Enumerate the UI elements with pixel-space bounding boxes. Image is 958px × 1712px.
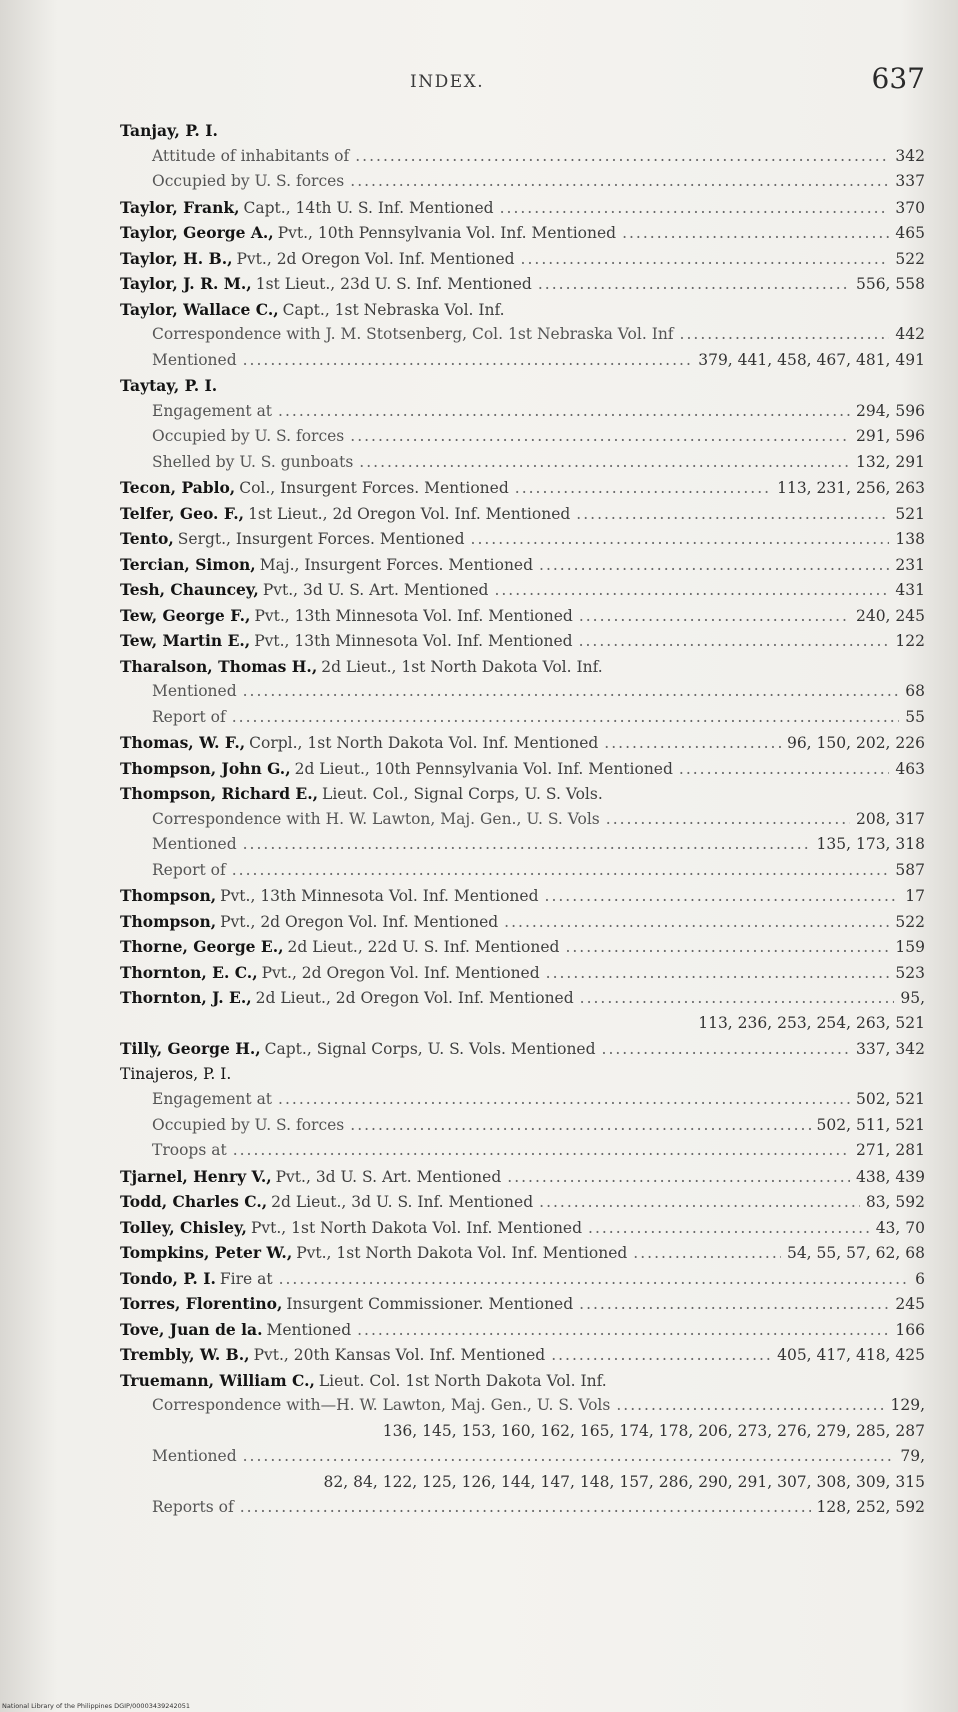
entry-name: Telfer, Geo. F.,	[120, 503, 245, 523]
leader-dots	[243, 679, 900, 705]
leader-dots	[350, 424, 850, 450]
entry-name: Thornton, J. E.,	[120, 988, 252, 1007]
leader-dots	[359, 450, 850, 476]
index-entry	[120, 628, 925, 654]
entry-description: 2d Lieut., 2d Oregon Vol. Inf. Mentioned	[255, 989, 574, 1007]
leader-dots	[551, 1343, 771, 1368]
entry-name: Taylor, Wallace C.,	[120, 299, 279, 319]
leader-dots	[546, 961, 890, 986]
running-title: INDEX.	[410, 72, 485, 92]
index-entry	[120, 603, 925, 629]
leader-dots	[350, 1113, 810, 1139]
index-entry	[120, 1266, 925, 1292]
index-entry	[120, 1317, 925, 1343]
index-continuation-line	[120, 1419, 925, 1445]
page-references: 128, 252, 592	[816, 1498, 925, 1516]
page-references: 379, 441, 458, 467, 481, 491	[698, 350, 925, 369]
page-references: 208, 317	[855, 809, 925, 828]
entry-name: Thompson, Richard E.,	[120, 784, 319, 803]
entry-description: Pvt., 3d U. S. Art. Mentioned	[275, 1167, 502, 1186]
page-references: 522	[895, 249, 925, 268]
entry-name: Tove, Juan de la.	[120, 1319, 263, 1339]
entry-name: Taylor, J. R. M.,	[120, 274, 252, 293]
entry-description: Maj., Insurgent Forces. Mentioned	[259, 555, 534, 574]
page-references: 463	[895, 759, 925, 778]
entry-name: Tilly, George H.,	[120, 1039, 261, 1058]
subentry-description: Engagement at	[152, 1090, 273, 1108]
page-references: 271, 281	[855, 1141, 925, 1159]
index-subentry	[120, 1138, 925, 1164]
page-references: 291, 596	[855, 427, 925, 445]
index-subentry	[120, 348, 925, 374]
page-references: 231	[895, 555, 925, 574]
subentry-description: Attitude of inhabitants of	[152, 146, 350, 165]
entry-name: Tento,	[120, 529, 174, 548]
index-entry	[120, 552, 925, 578]
leader-dots	[243, 832, 811, 858]
entry-description: 2d Lieut., 10th Pennsylvania Vol. Inf. Mentioned	[294, 759, 673, 778]
page-references: 370	[895, 198, 925, 217]
page-references: 502, 521	[855, 1090, 925, 1108]
subentry-description: Report of	[152, 707, 226, 726]
subentry-description: Correspondence with J. M. Stotsenberg, Col. 1st Nebraska Vol. Inf	[152, 325, 674, 343]
index-subentry	[120, 705, 925, 731]
entry-description: 2d Lieut., 1st North Dakota Vol. Inf.	[321, 657, 603, 676]
page-references: 522	[895, 912, 925, 931]
subentry-description: Reports of	[152, 1498, 234, 1516]
page-references: 240, 245	[855, 606, 925, 625]
subentry-description: Engagement at	[152, 401, 273, 420]
page-references: 337, 342	[855, 1040, 925, 1058]
entry-description: Corpl., 1st North Dakota Vol. Inf. Mentioned	[249, 734, 599, 752]
entry-name: Tesh, Chauncey,	[120, 580, 259, 599]
index-entry	[120, 297, 925, 323]
index-entry	[120, 781, 925, 807]
page-references: 465	[895, 224, 925, 242]
index-entry	[120, 730, 925, 756]
index-entry	[120, 577, 925, 603]
index-subentry	[120, 169, 925, 195]
page-references: 68	[905, 682, 925, 700]
entry-description: 1st Lieut., 2d Oregon Vol. Inf. Mentioned	[248, 504, 571, 523]
index-entry	[120, 1240, 925, 1266]
entry-description: 2d Lieut., 22d U. S. Inf. Mentioned	[287, 938, 560, 956]
page-references: 43, 70	[875, 1218, 925, 1237]
leader-dots	[633, 1241, 781, 1266]
entry-description: Pvt., 2d Oregon Vol. Inf. Mentioned	[220, 912, 499, 931]
entry-description: Col., Insurgent Forces. Mentioned	[239, 479, 509, 497]
page-references: 54, 55, 57, 62, 68	[786, 1244, 925, 1262]
index-entry	[120, 756, 925, 782]
leader-dots	[279, 1267, 910, 1292]
leader-dots	[580, 986, 895, 1011]
leader-dots	[278, 1087, 850, 1113]
index-entry	[120, 985, 925, 1011]
leader-dots	[504, 910, 889, 935]
leader-dots	[616, 1393, 884, 1419]
subentry-description: Correspondence with—H. W. Lawton, Maj. Gen., U. S. Vols	[152, 1396, 611, 1414]
leader-dots	[604, 731, 781, 756]
entry-name: Thomas, W. F.,	[120, 733, 246, 752]
entry-name: Tinajeros, P. I.	[120, 1064, 232, 1083]
index-subentry	[120, 424, 925, 450]
index-entry	[120, 475, 925, 501]
leader-dots	[355, 144, 889, 170]
index-entry	[120, 1189, 925, 1215]
entry-description: Pvt., 2d Oregon Vol. Inf. Mentioned	[261, 963, 540, 982]
entry-description: 2d Lieut., 3d U. S. Inf. Mentioned	[271, 1193, 534, 1211]
entry-name: Tompkins, Peter W.,	[120, 1243, 293, 1262]
entry-description: Pvt., 3d U. S. Art. Mentioned	[262, 581, 489, 599]
entry-description: Pvt., 1st North Dakota Vol. Inf. Mentioned	[296, 1244, 628, 1262]
page-references: 245	[895, 1295, 925, 1313]
index-entry	[120, 1062, 925, 1088]
subentry-description: Occupied by U. S. forces	[152, 427, 345, 445]
index-entry	[120, 501, 925, 527]
subentry-description: Mentioned	[152, 835, 237, 853]
index-entry	[120, 909, 925, 935]
leader-dots	[278, 399, 850, 425]
page-references: 82, 84, 122, 125, 126, 144, 147, 148, 157, 286, 290, 291, 307, 308, 309, 315	[323, 1472, 925, 1491]
entry-description: Pvt., 13th Minnesota Vol. Inf. Mentioned	[254, 606, 573, 625]
entry-name: Torres, Florentino,	[120, 1294, 283, 1313]
page-number: 637	[871, 62, 925, 95]
entry-name: Taytay, P. I.	[120, 376, 218, 395]
entry-name: Tanjay, P. I.	[120, 121, 218, 140]
entry-name: Thompson,	[120, 886, 217, 905]
page-references: 405, 417, 418, 425	[777, 1346, 925, 1364]
entry-name: Tecon, Pablo,	[120, 478, 236, 497]
page-references: 113, 236, 253, 254, 263, 521	[698, 1013, 925, 1032]
page-references: 502, 511, 521	[816, 1115, 925, 1134]
leader-dots	[579, 604, 850, 629]
entry-name: Tew, George F.,	[120, 605, 251, 625]
subentry-description: Occupied by U. S. forces	[152, 172, 345, 190]
page-references: 132, 291	[855, 452, 925, 471]
subentry-description: Report of	[152, 860, 226, 879]
entry-description: Pvt., 2d Oregon Vol. Inf. Mentioned	[236, 249, 515, 268]
entry-name: Truemann, William C.,	[120, 1370, 315, 1390]
index-subentry	[120, 144, 925, 170]
entry-name: Tjarnel, Henry V.,	[120, 1166, 272, 1186]
page-references: 521	[895, 504, 925, 523]
subentry-description: Troops at	[152, 1141, 227, 1159]
page-references: 342	[895, 146, 925, 165]
entry-description: Capt., Signal Corps, U. S. Vols. Mentioned	[264, 1040, 596, 1058]
page-references: 135, 173, 318	[816, 835, 925, 853]
entry-description: Insurgent Commissioner. Mentioned	[286, 1295, 574, 1313]
index-entry	[120, 1036, 925, 1062]
page-references: 159	[895, 938, 925, 956]
entry-name: Tew, Martin E.,	[120, 631, 251, 650]
page-references: 587	[895, 860, 925, 879]
page-references: 113, 231, 256, 263	[777, 479, 925, 497]
entry-name: Tolley, Chisley,	[120, 1217, 247, 1237]
leader-dots	[539, 553, 889, 578]
page-references: 17	[905, 887, 925, 905]
page-references: 431	[895, 581, 925, 599]
page-references: 138	[895, 530, 925, 548]
entry-description: Lieut. Col., Signal Corps, U. S. Vols.	[322, 785, 603, 803]
index-entry	[120, 526, 925, 552]
index-subentry	[120, 1087, 925, 1113]
entry-description: Lieut. Col. 1st North Dakota Vol. Inf.	[318, 1371, 607, 1390]
index-subentry	[120, 807, 925, 833]
page-references: 79,	[900, 1447, 925, 1465]
leader-dots	[679, 757, 890, 782]
leader-dots	[243, 348, 693, 374]
leader-dots	[579, 629, 890, 654]
entry-name: Tharalson, Thomas H.,	[120, 656, 318, 676]
page-references: 337	[895, 172, 925, 190]
entry-name: Thorne, George E.,	[120, 937, 284, 956]
leader-dots	[240, 1495, 811, 1521]
entry-description: Pvt., 13th Minnesota Vol. Inf. Mentioned	[254, 632, 573, 650]
leader-dots	[602, 1037, 850, 1062]
page-references: 442	[895, 325, 925, 343]
page-references: 294, 596	[855, 401, 925, 420]
entry-description: Pvt., 13th Minnesota Vol. Inf. Mentioned	[220, 887, 539, 905]
leader-dots	[494, 578, 889, 603]
index-subentry	[120, 858, 925, 884]
subentry-description: Mentioned	[152, 350, 237, 369]
index-continuation-line	[120, 1470, 925, 1496]
index-subentry	[120, 1495, 925, 1521]
leader-dots	[576, 502, 889, 527]
entry-description: Capt., 14th U. S. Inf. Mentioned	[243, 198, 494, 217]
leader-dots	[507, 1165, 850, 1190]
leader-dots	[243, 1444, 895, 1470]
entry-description: Pvt., 10th Pennsylvania Vol. Inf. Mentioned	[277, 224, 617, 242]
index-entry	[120, 373, 925, 399]
page-references: 166	[895, 1320, 925, 1339]
subentry-description: Mentioned	[152, 682, 237, 700]
leader-dots	[538, 272, 850, 297]
index-entry	[120, 1291, 925, 1317]
entry-name: Trembly, W. B.,	[120, 1345, 250, 1364]
subentry-description: Occupied by U. S. forces	[152, 1115, 345, 1134]
entry-name: Taylor, George A.,	[120, 223, 274, 242]
leader-dots	[606, 807, 850, 833]
leader-dots	[565, 935, 889, 960]
leader-dots	[579, 1292, 889, 1317]
page-references: 438, 439	[855, 1167, 925, 1186]
page-references: 83, 592	[865, 1193, 925, 1211]
index-entry	[120, 1164, 925, 1190]
index-entry	[120, 195, 925, 221]
entry-description: Sergt., Insurgent Forces. Mentioned	[177, 530, 465, 548]
entry-description: Pvt., 20th Kansas Vol. Inf. Mentioned	[253, 1346, 546, 1364]
index-subentry	[120, 399, 925, 425]
leader-dots	[545, 884, 900, 909]
leader-dots	[233, 1138, 850, 1164]
page-references: 129,	[890, 1396, 925, 1414]
index-entry	[120, 934, 925, 960]
entry-name: Todd, Charles C.,	[120, 1192, 268, 1211]
page-references: 556, 558	[855, 275, 925, 293]
index-subentry	[120, 450, 925, 476]
page-header	[120, 62, 925, 102]
entry-name: Tondo, P. I.	[120, 1268, 216, 1288]
leader-dots	[680, 322, 890, 348]
leader-dots	[515, 476, 771, 501]
page-references: 136, 145, 153, 160, 162, 165, 174, 178, 206, 273, 276, 279, 285, 287	[382, 1421, 925, 1440]
leader-dots	[471, 527, 890, 552]
entry-name: Thompson, John G.,	[120, 758, 291, 778]
page-references: 95,	[900, 989, 925, 1007]
leader-dots	[500, 196, 890, 221]
page-references: 96, 150, 202, 226	[786, 734, 925, 752]
leader-dots	[521, 247, 890, 272]
index-entry	[120, 1368, 925, 1394]
index-entry	[120, 118, 925, 144]
leader-dots	[588, 1216, 870, 1241]
leader-dots	[539, 1190, 860, 1215]
entry-name: Taylor, Frank,	[120, 197, 240, 217]
subentry-description: Correspondence with H. W. Lawton, Maj. Gen., U. S. Vols	[152, 809, 600, 828]
leader-dots	[232, 705, 900, 731]
subentry-description: Mentioned	[152, 1447, 237, 1465]
entry-name: Tercian, Simon,	[120, 554, 256, 574]
index-subentry	[120, 832, 925, 858]
index-entry	[120, 1342, 925, 1368]
entry-name: Taylor, H. B.,	[120, 248, 233, 268]
leader-dots	[357, 1318, 889, 1343]
entry-description: Fire at	[219, 1269, 273, 1288]
index-entry	[120, 1215, 925, 1241]
index-continuation-line	[120, 1011, 925, 1037]
index-entry	[120, 220, 925, 246]
index-subentry	[120, 1393, 925, 1419]
leader-dots	[622, 221, 889, 246]
page-references: 55	[905, 707, 925, 726]
index-entry	[120, 883, 925, 909]
scan-footer-note: National Library of the Philippines DGIP/00003439242051	[2, 1702, 191, 1710]
index-entries	[120, 118, 925, 1521]
index-subentry	[120, 679, 925, 705]
index-subentry	[120, 1444, 925, 1470]
index-entry	[120, 271, 925, 297]
entry-description: 1st Lieut., 23d U. S. Inf. Mentioned	[255, 275, 532, 293]
subentry-description: Shelled by U. S. gunboats	[152, 452, 354, 471]
leader-dots	[232, 858, 890, 884]
entry-name: Thornton, E. C.,	[120, 962, 258, 982]
entry-name: Thompson,	[120, 911, 217, 931]
index-entry	[120, 246, 925, 272]
index-subentry	[120, 322, 925, 348]
page-references: 523	[895, 963, 925, 982]
index-subentry	[120, 1113, 925, 1139]
index-entry	[120, 960, 925, 986]
entry-description: Pvt., 1st North Dakota Vol. Inf. Mentioned	[250, 1218, 583, 1237]
page-references: 122	[895, 632, 925, 650]
entry-description: Mentioned	[266, 1320, 352, 1339]
leader-dots	[350, 169, 889, 195]
page-references: 6	[915, 1269, 925, 1288]
entry-description: Capt., 1st Nebraska Vol. Inf.	[282, 300, 505, 319]
index-entry	[120, 654, 925, 680]
